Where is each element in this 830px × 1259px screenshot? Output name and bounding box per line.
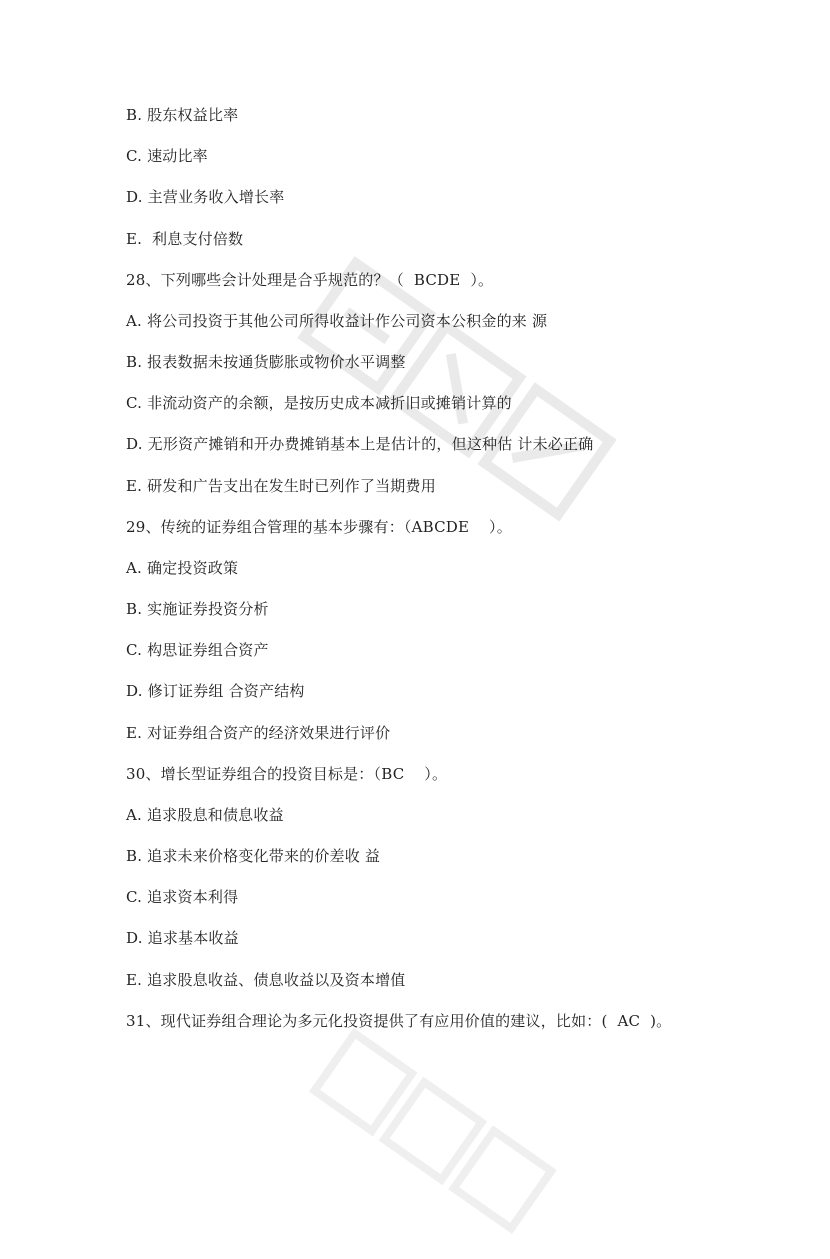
q29-option-d: D. 修订证券组 合资产结构 bbox=[126, 682, 305, 700]
q29-option-a: A. 确定投资政策 bbox=[126, 559, 239, 577]
q30-option-a: A. 追求股息和债息收益 bbox=[126, 806, 284, 824]
q30-option-e: E. 追求股息收益、债息收益以及资本增值 bbox=[126, 971, 406, 989]
q29-option-b: B. 实施证券投资分析 bbox=[126, 600, 269, 618]
q30-option-b: B. 追求未来价格变化带来的价差收 益 bbox=[126, 847, 381, 865]
q29-option-e: E. 对证券组合资产的经济效果进行评价 bbox=[126, 724, 391, 742]
question-31: 31、现代证券组合理论为多元化投资提供了有应用价值的建议，比如：( AC )。 bbox=[126, 1012, 672, 1030]
q30-option-c: C. 追求资本利得 bbox=[126, 888, 239, 906]
option-e-interest-coverage: E. 利息支付倍数 bbox=[126, 230, 244, 248]
q28-option-d: D. 无形资产摊销和开办费摊销基本上是估计的，但这种估 计未必正确 bbox=[126, 435, 594, 453]
q29-option-c: C. 构思证券组合资产 bbox=[126, 641, 269, 659]
q28-option-a: A. 将公司投资于其他公司所得收益计作公司资本公积金的来 源 bbox=[126, 312, 548, 330]
option-b-equity-ratio: B. 股东权益比率 bbox=[126, 106, 239, 124]
question-29: 29、传统的证券组合管理的基本步骤有：（ABCDE ）。 bbox=[126, 518, 512, 536]
q28-option-b: B. 报表数据未按通货膨胀或物价水平调整 bbox=[126, 353, 406, 371]
q28-option-e: E. 研发和广告支出在发生时已列作了当期费用 bbox=[126, 477, 436, 495]
option-d-revenue-growth: D. 主营业务收入增长率 bbox=[126, 188, 285, 206]
question-30: 30、增长型证券组合的投资目标是：（BC ）。 bbox=[126, 765, 448, 783]
watermark-graphic-bottom bbox=[289, 1011, 571, 1258]
q28-option-c: C. 非流动资产的余额，是按历史成本减折旧或摊销计算的 bbox=[126, 394, 512, 412]
option-c-quick-ratio: C. 速动比率 bbox=[126, 147, 208, 165]
q30-option-d: D. 追求基本收益 bbox=[126, 929, 239, 947]
question-28: 28、下列哪些会计处理是合乎规范的？（ BCDE ）。 bbox=[126, 271, 494, 289]
